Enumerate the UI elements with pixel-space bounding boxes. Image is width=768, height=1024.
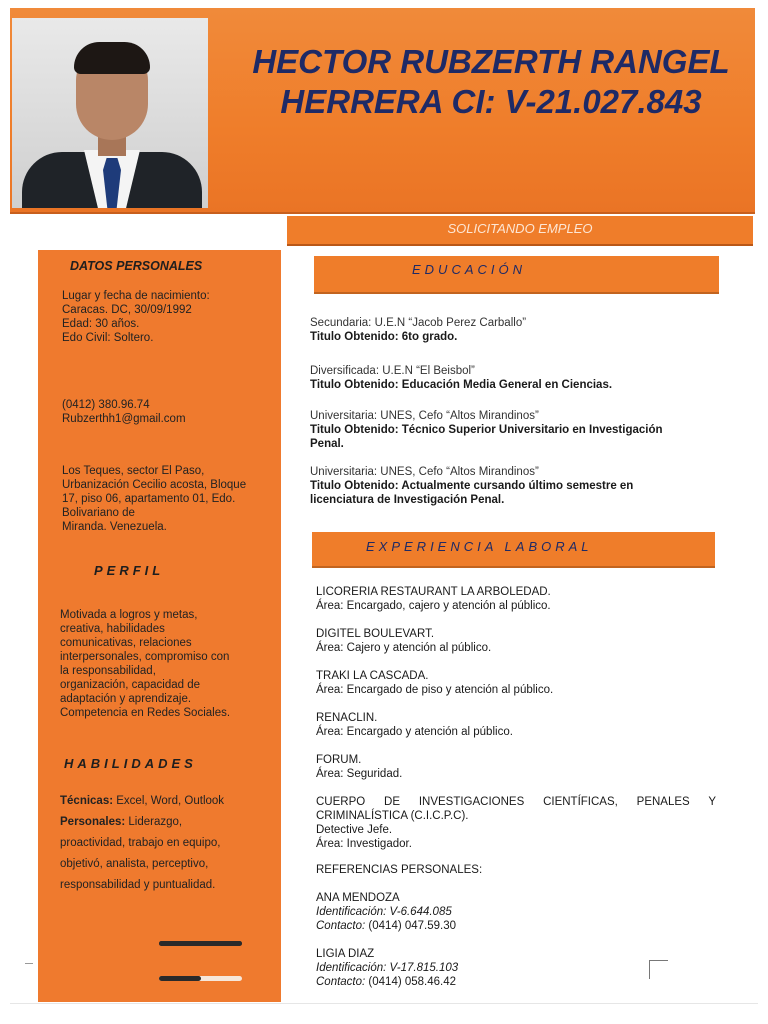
address-line: Urbanización Cecilio acosta, Bloque	[62, 479, 247, 491]
personales-label: Personales:	[60, 816, 126, 828]
job-area: Área: Cajero y atención al público.	[316, 642, 492, 654]
perfil-line: creativa, habilidades	[60, 623, 165, 635]
birth-label: Lugar y fecha de nacimiento:	[62, 290, 210, 302]
skills-personales	[60, 812, 276, 833]
reference-id: Identificación: V-17.815.103	[316, 962, 459, 974]
job-company: FORUM.	[316, 754, 362, 766]
education-title-label: Titulo Obtenido:	[310, 331, 399, 343]
job-area: Área: Seguridad.	[316, 768, 403, 780]
job-item	[316, 585, 716, 613]
crop-tick	[25, 963, 33, 964]
job-seeking-banner: SOLICITANDO EMPLEO	[287, 216, 753, 246]
job-item	[316, 711, 716, 739]
reference-contact-value: (0414) 058.46.42	[365, 976, 457, 988]
job-area: Área: Encargado, cajero y atención al público.	[316, 600, 551, 612]
skill-level-bar-track	[159, 976, 242, 981]
education-title: EDUCACIÓN	[412, 262, 527, 277]
education-title-label: Titulo Obtenido:	[310, 424, 399, 436]
perfil-line: adaptación y aprendizaje.	[60, 693, 192, 705]
address-block	[62, 464, 276, 534]
perfil-text	[60, 608, 274, 720]
experience-title: EXPERIENCIA LABORAL	[366, 539, 593, 554]
page-bottom-divider	[10, 1003, 758, 1004]
phone: (0412) 380.96.74	[62, 399, 150, 411]
education-item	[310, 316, 730, 344]
job-company: CUERPO DE INVESTIGACIONES CIENTÍFICAS, PENALES Y	[316, 796, 716, 808]
address-line: 17, piso 06, apartamento 01, Edo.	[62, 493, 236, 505]
education-institution: Secundaria: U.E.N “Jacob Perez Carballo”	[310, 317, 527, 329]
job-item	[316, 669, 716, 697]
job-item-cicpc	[316, 795, 716, 851]
education-item	[310, 409, 690, 451]
job-area: Área: Investigador.	[316, 838, 412, 850]
reference-id: Identificación: V-6.644.085	[316, 906, 452, 918]
candidate-name	[236, 42, 746, 122]
job-company: LICORERIA RESTAURANT LA ARBOLEDAD.	[316, 586, 551, 598]
sidebar	[38, 250, 281, 1002]
skills-line: proactividad, trabajo en equipo,	[60, 837, 221, 849]
education-item	[310, 364, 730, 392]
education-title-value: Actualmente cursando último semestre en licenciatura de Investigación Penal.	[310, 480, 634, 506]
name-line-1: HECTOR RUBZERTH RANGEL	[252, 43, 730, 80]
tecnicas-value: Excel, Word, Outlook	[113, 795, 225, 807]
education-institution: Diversificada: U.E.N “El Beisbol”	[310, 365, 475, 377]
address-line: Bolivariano de	[62, 507, 135, 519]
datos-personales-title: DATOS PERSONALES	[70, 259, 203, 273]
job-area: Área: Encargado y atención al público.	[316, 726, 513, 738]
contact-block	[62, 398, 272, 426]
header-divider	[10, 212, 755, 214]
education-title-value: Técnico Superior Universitario en Investigación Penal.	[310, 424, 663, 450]
perfil-line: comunicativas, relaciones	[60, 637, 192, 649]
reference-name: ANA MENDOZA	[316, 892, 400, 904]
job-role: Detective Jefe.	[316, 824, 393, 836]
email: Rubzerthh1@gmail.com	[62, 413, 186, 425]
age: Edad: 30 años.	[62, 318, 140, 330]
civil-status: Edo Civil: Soltero.	[62, 332, 154, 344]
name-line-2: HERRERA CI: V-21.027.843	[280, 83, 702, 120]
skills-line: responsabilidad y puntualidad.	[60, 879, 216, 891]
skill-level-bar-track	[159, 941, 242, 946]
profile-photo	[12, 18, 208, 208]
skills-tecnicas	[60, 791, 276, 812]
perfil-line: organización, capacidad de	[60, 679, 201, 691]
habilidades-title: HABILIDADES	[64, 756, 197, 771]
reference-name: LIGIA DIAZ	[316, 948, 375, 960]
address-line: Miranda. Venezuela.	[62, 521, 167, 533]
personal-data-block	[62, 289, 272, 345]
perfil-line: la responsabilidad,	[60, 665, 156, 677]
birth-value: Caracas. DC, 30/09/1992	[62, 304, 192, 316]
job-company: CRIMINALÍSTICA (C.I.C.P.C).	[316, 810, 469, 822]
perfil-line: Motivada a logros y metas,	[60, 609, 198, 621]
education-title-value: 6to grado.	[398, 331, 458, 343]
job-area: Área: Encargado de piso y atención al público.	[316, 684, 554, 696]
education-title-label: Titulo Obtenido:	[310, 379, 399, 391]
skill-level-bar-fill	[159, 941, 242, 946]
reference-contact-value: (0414) 047.59.30	[365, 920, 457, 932]
references-title: REFERENCIAS PERSONALES:	[316, 864, 483, 876]
perfil-line: Competencia en Redes Sociales.	[60, 707, 231, 719]
education-item	[310, 465, 670, 507]
education-institution: Universitaria: UNES, Cefo “Altos Mirandinos”	[310, 410, 539, 422]
tecnicas-label: Técnicas:	[60, 795, 114, 807]
reference-contact-label: Contacto:	[316, 920, 366, 932]
job-company: TRAKI LA CASCADA.	[316, 670, 429, 682]
job-company: DIGITEL BOULEVART.	[316, 628, 435, 640]
education-title-label: Titulo Obtenido:	[310, 480, 399, 492]
skills-line: objetivó, analista, perceptivo,	[60, 858, 209, 870]
education-institution: Universitaria: UNES, Cefo “Altos Mirandinos”	[310, 466, 539, 478]
address-line: Los Teques, sector El Paso,	[62, 465, 205, 477]
reference-contact-label: Contacto:	[316, 976, 366, 988]
skills-block	[60, 791, 276, 896]
crop-mark	[649, 960, 668, 979]
personales-value: Liderazgo,	[125, 816, 183, 828]
perfil-title: PERFIL	[94, 563, 165, 578]
job-item	[316, 753, 716, 781]
reference-item	[316, 891, 716, 933]
job-company: RENACLIN.	[316, 712, 378, 724]
perfil-line: interpersonales, compromiso con	[60, 651, 230, 663]
job-item	[316, 627, 716, 655]
skill-level-bar-fill	[159, 976, 201, 981]
education-title-value: Educación Media General en Ciencias.	[398, 379, 613, 391]
